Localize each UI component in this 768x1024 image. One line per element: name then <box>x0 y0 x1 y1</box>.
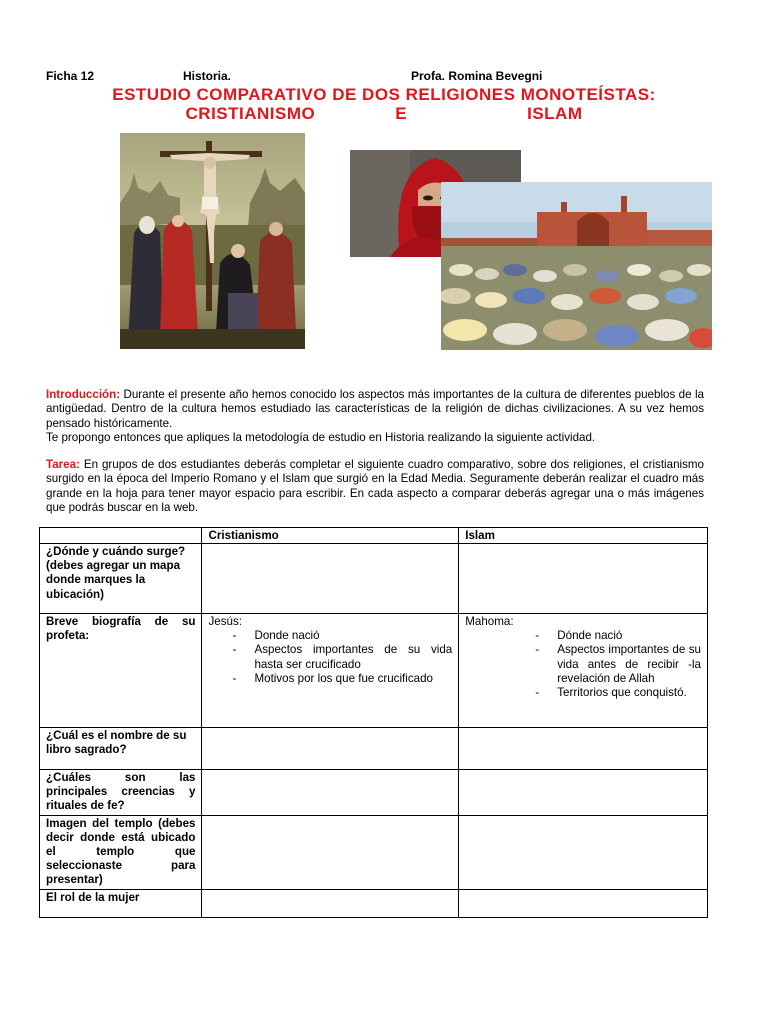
cell-islam-beliefs[interactable] <box>459 770 708 816</box>
cell-cristianismo-book[interactable] <box>202 728 459 770</box>
task-paragraph <box>46 458 704 515</box>
row-label-women-role: El rol de la mujer <box>40 889 202 917</box>
table-row <box>40 728 708 770</box>
subtitle-word-cristianismo: CRISTIANISMO <box>185 104 316 123</box>
list-item: - Aspectos importantes de su vida antes de recibir -la revelación de Allah <box>465 643 701 686</box>
intro-label: Introducción: <box>46 388 121 401</box>
header-cell-islam: Islam <box>459 528 708 544</box>
header-cell-empty <box>40 528 202 544</box>
list-item: - Territorios que conquistó. <box>465 686 701 700</box>
row-label-prophet: Breve biografía de su profeta: <box>40 614 202 728</box>
header-cell-cristianismo: Cristianismo <box>202 528 459 544</box>
row-label-beliefs: ¿Cuáles son las principales creencias y rituales de fe? <box>40 770 202 816</box>
table-header-row <box>40 528 708 544</box>
cell-cristianismo-temple[interactable] <box>202 815 459 889</box>
table-row <box>40 544 708 614</box>
page-subtitle <box>0 104 768 124</box>
mosque-prayer-image <box>441 182 712 350</box>
task-text: En grupos de dos estudiantes deberás completar el siguiente cuadro comparativo, sobre dos religiones, el cristianismo surgido en la época del Imperio Romano y el Islam que surgió en la Edad Media. Seguramente deberán realizar el cuadro más grande en la hoja para tener mayor espacio para escribir. En cada aspecto a comparar deberás agregar una o más imágenes que podrás buscar en la web. <box>46 458 704 514</box>
table-row <box>40 889 708 917</box>
crucifixion-painting-image <box>120 133 305 349</box>
jesus-title: Jesús: <box>208 615 242 628</box>
subtitle-word-e: E <box>395 104 408 123</box>
cell-islam-women[interactable] <box>459 889 708 917</box>
row-label-origin: ¿Dónde y cuándo surge? (debes agregar un mapa donde marques la ubicación) <box>40 544 202 614</box>
cell-cristianismo-prophet[interactable] <box>202 614 459 728</box>
row-label-temple: Imagen del templo (debes decir donde está ubicado el templo que seleccionaste para presentar) <box>40 815 202 889</box>
cell-cristianismo-women[interactable] <box>202 889 459 917</box>
subject-label: Historia. <box>183 69 232 83</box>
comparison-table <box>39 527 708 918</box>
mahoma-title: Mahoma: <box>465 615 514 628</box>
teacher-name: Profa. Romina Bevegni <box>411 69 543 83</box>
table-row <box>40 815 708 889</box>
intro-paragraph <box>46 388 704 445</box>
cell-cristianismo-beliefs[interactable] <box>202 770 459 816</box>
row-label-sacred-book: ¿Cuál es el nombre de su libro sagrado? <box>40 728 202 770</box>
list-item: - Dónde nació <box>465 629 701 643</box>
page-title: ESTUDIO COMPARATIVO DE DOS RELIGIONES MONOTEÍSTAS: <box>112 85 656 104</box>
subtitle-word-islam: ISLAM <box>527 104 583 123</box>
cell-islam-book[interactable] <box>459 728 708 770</box>
list-item: - Aspectos importantes de su vida hasta ser crucificado <box>208 643 452 671</box>
list-item: - Donde nació <box>208 629 452 643</box>
list-item: - Motivos por los que fue crucificado <box>208 672 452 686</box>
cell-islam-temple[interactable] <box>459 815 708 889</box>
intro-activity-line: Te propongo entonces que apliques la metodología de estudio en Historia realizando la siguiente actividad. <box>46 430 596 444</box>
task-label: Tarea: <box>46 458 80 471</box>
table-row <box>40 614 708 728</box>
cell-cristianismo-origin[interactable] <box>202 544 459 614</box>
ficha-number: Ficha 12 <box>46 69 95 83</box>
cell-islam-prophet[interactable] <box>459 614 708 728</box>
table-row <box>40 770 708 816</box>
cell-islam-origin[interactable] <box>459 544 708 614</box>
intro-text: Durante el presente año hemos conocido los aspectos más importantes de la cultura de diferentes pueblos de la antigüedad. Dentro de la cultura hemos estudiado las características de la religión de dichas civilizaciones. A su vez hemos pensado históricamente. <box>46 388 704 430</box>
